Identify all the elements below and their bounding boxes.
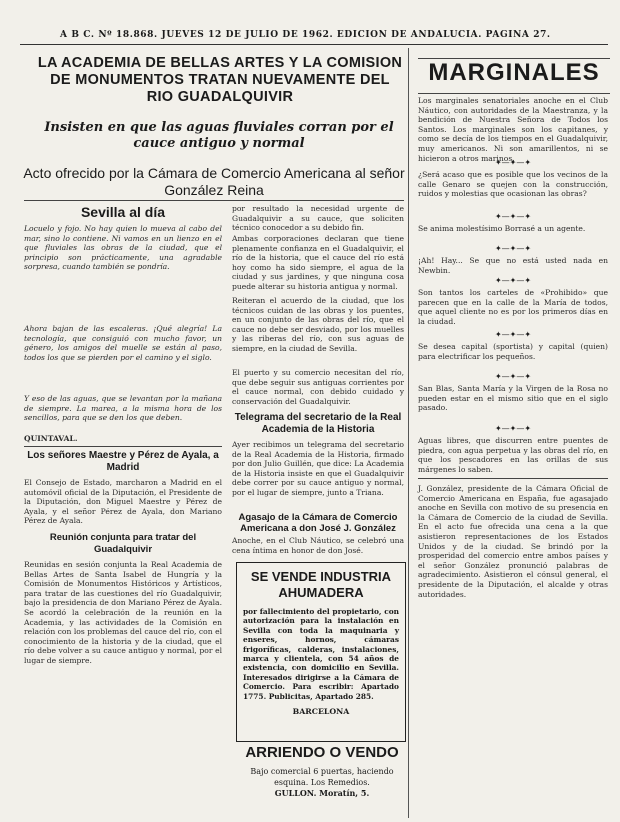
- ad-box: [236, 562, 406, 742]
- star-separator: ✦—✦—✦: [494, 424, 532, 433]
- star-separator: ✦—✦—✦: [494, 212, 532, 221]
- llegada-title: Los señores Maestre y Pérez de Ayala, a Madrid: [27, 450, 219, 473]
- agasajo-body: Anoche, en el Club Náutico, se celebró una cena íntima en honor de don José.: [232, 536, 404, 555]
- reunion-body: Reunidas en sesión conjunta la Real Academia de Bellas Artes de Santa Isabel de Hungría y la Comisión de Monumentos Históricos y Artísticos, para tratar de las cuestiones del río Guadalquivir, bajo la presidencia de don Mariano Pérez de Ayala. Se acordó la celebración de la reunión en la Academia, y las actividades de la Comisión en relación con los problemas del cauce del río, con el conocimiento de la historia y de la ciudad, que el río debe volver a su cauce antiguo y normal, por el lugar de siempre.: [24, 560, 222, 665]
- marginal-item: San Blas, Santa María y la Virgen de la Rosa no pueden estar en el mismo sitio que en el siglo pasado.: [418, 384, 608, 413]
- telegrama-body: Ayer recibimos un telegrama del secretario de la Real Academia de la Historia, firmado por don Julio Guillén, que dice: La Academia de la Historia insiste en que el Guadalquivir debe correr por su cauce antiguo y normal, por el lugar de siempre, junto a Triana.: [232, 440, 404, 497]
- ad2-line: Bajo comercial 6 puertas, haciendo esquina. Los Remedios.: [250, 767, 394, 787]
- marginal-item: Son tantos los carteles de «Prohibido» que parecen que en la calle de la María de todos, que aquel cliente no es por los primeros días en la ciudad.: [418, 288, 608, 326]
- section-rule: [418, 478, 608, 479]
- headline-line: RIO GUADALQUIVIR: [146, 89, 294, 105]
- header-rule: [20, 44, 608, 45]
- star-separator: ✦—✦—✦: [494, 158, 532, 167]
- sevilla-paragraph: Locuelo y fojo. No hay quien lo mueva al cabo del mar, sino lo contiene. Ni vamos en un lienzo en el que fluviales las obras de la ciudad, que el principio son prácticamente, una agradable sorpresa, cuando también se pondría.: [24, 224, 222, 272]
- marginales-title: MARGINALES: [418, 58, 610, 94]
- ad-body: por fallecimiento del propietario, con autorización para la instalación en Sevilla con toda la maquinaria y enseres, hornos, cámaras frigoríficas, calderas, instalaciones, marca y clientela, con 54 años de existencia, con domicilio en Sevilla. Interesados dirigirse a la Cámara de Comercio. Para escribir: Apartado 1775. Publicitas, Apartado 285.: [243, 607, 399, 701]
- section-rule: [24, 446, 222, 447]
- reunion-title: Reunión conjunta para tratar del Guadalquivir: [49, 532, 197, 555]
- star-separator: ✦—✦—✦: [494, 276, 532, 285]
- star-separator: ✦—✦—✦: [494, 372, 532, 381]
- page-header: A B C. Nº 18.868. JUEVES 12 DE JULIO DE 1962. EDICION DE ANDALUCIA. PAGINA 27.: [60, 30, 551, 40]
- section-rule: [24, 200, 404, 201]
- star-separator: ✦—✦—✦: [494, 244, 532, 253]
- marginal-item: Aguas libres, que discurren entre puentes de piedra, con agua perpetua y las obras del río, en que los pescadores en las orillas de sus márgenes lo saben.: [418, 436, 608, 474]
- star-separator: ✦—✦—✦: [494, 330, 532, 339]
- ad-footer: BARCELONA: [292, 707, 350, 717]
- middle-paragraph: El puerto y su comercio necesitan del río, que debe seguir sus antiguas corrientes por el cauce normal, con debido cuidado y conservación del Guadalquivir.: [232, 368, 404, 406]
- ad2-body: [236, 766, 408, 799]
- sevilla-signature: QUINTAVAL.: [24, 434, 78, 443]
- middle-paragraph: por resultado la necesidad urgente de Guadalquivir a su cauce, que soliciten técnico conocedor a su debido fin.: [232, 204, 404, 233]
- column-separator: [408, 48, 409, 818]
- sevilla-title: Sevilla al día: [80, 204, 166, 220]
- ad-title: SE VENDE INDUSTRIA AHUMADERA: [250, 569, 392, 600]
- marginal-item: Los marginales senatoriales anoche en el Club Náutico, con autoridades de la Maestranza, y la bendición de Nuestra Señora de Todos los Santos. Los marginales son los capitanes, y como se decía de los tiempos en el Guadalquivir, muy americanos. Ni son amarillentos, ni se hicieron a otros marinos.: [418, 96, 608, 163]
- middle-paragraph: Ambas corporaciones declaran que tiene plenamente confianza en el Guadalquivir, el río de la historia, que el cauce del río está hoy como ha sido siempre, el agua de la ciudad y sus jardines, y que ninguna cosa puede alterar su historia antigua y normal.: [232, 234, 404, 291]
- ad2-line: GULLON. Moratín, 5.: [274, 788, 370, 798]
- agasajo-title: Agasajo de la Cámara de Comercio Americana a don José J. González: [238, 512, 398, 534]
- main-headline: [35, 55, 405, 106]
- ad2-title: ARRIENDO O VENDO: [245, 744, 399, 761]
- main-subhead: Insisten en que las aguas fluviales corran por el cauce antiguo y normal: [44, 120, 394, 151]
- act-title: Acto ofrecido por la Cámara de Comercio Americana al señor González Reina: [23, 165, 405, 198]
- telegrama-title: Telegrama del secretario de la Real Academia de la Historia: [234, 412, 402, 435]
- headline-line: DE MONUMENTOS TRATAN NUEVAMENTE DEL: [50, 72, 390, 88]
- sevilla-paragraph: Y eso de las aguas, que se levantan por la mañana de siempre. La marea, a la misma hora de los sencillos, para que se den los que deben.: [24, 394, 222, 423]
- middle-paragraph: Reiteran el acuerdo de la ciudad, que los técnicos cuidan de las obras y los puentes, en un conjunto de las obras del río, que el cauce no debe ser desviado, por los muelles y las riberas del río, con sus aguas de siempre, en la ciudad de Sevilla.: [232, 296, 404, 353]
- headline-line: LA ACADEMIA DE BELLAS ARTES Y LA COMISION: [37, 55, 403, 71]
- marginal-item: Se anima molestísimo Borrasé a un agente.: [418, 224, 586, 233]
- llegada-body: El Consejo de Estado, marcharon a Madrid en el automóvil oficial de la Diputación, el Presidente de la Diputación, don Miguel Maestre y Pérez de Ayala, y el señor Pérez de Ayala, don Mariano Pérez de Ayala.: [24, 478, 222, 526]
- marginal-item: Se desea capital (sportista) y capital (quien) para electrificar los pequeños.: [418, 342, 608, 361]
- sevilla-paragraph: Ahora bajan de las escaleras. ¡Qué alegría! La tecnología, que consiguió con mucho favor, un género, los amigos del muelle se están al paso, todos los que se pierden por el camino y el siglo.: [24, 324, 222, 362]
- marginal-item: ¡Ah! Hay... Se que no está usted nada en Newbin.: [418, 256, 608, 275]
- marginal-item: ¿Será acaso que es posible que los vecinos de la calle Genaro se quejen con la construcción, ruidos y molestias que ocasionan las obras?: [418, 170, 608, 199]
- marginal-bottom: J. González, presidente de la Cámara Oficial de Comercio Americana en España, fue agasajado anoche en Sevilla con motivo de su presencia en la Cámara de Comercio de la ciudad de Sevilla. En el acto fue ofrecida una cena a la que asistieron representaciones de los Estados Unidos y de la ciudad. Se brindó por la prosperidad del comercio entre ambos países y el señor González pronunció palabras de agradecimiento. Asistieron el cónsul general, el presidente de la Diputación, el alcalde y otras autoridades.: [418, 484, 608, 599]
